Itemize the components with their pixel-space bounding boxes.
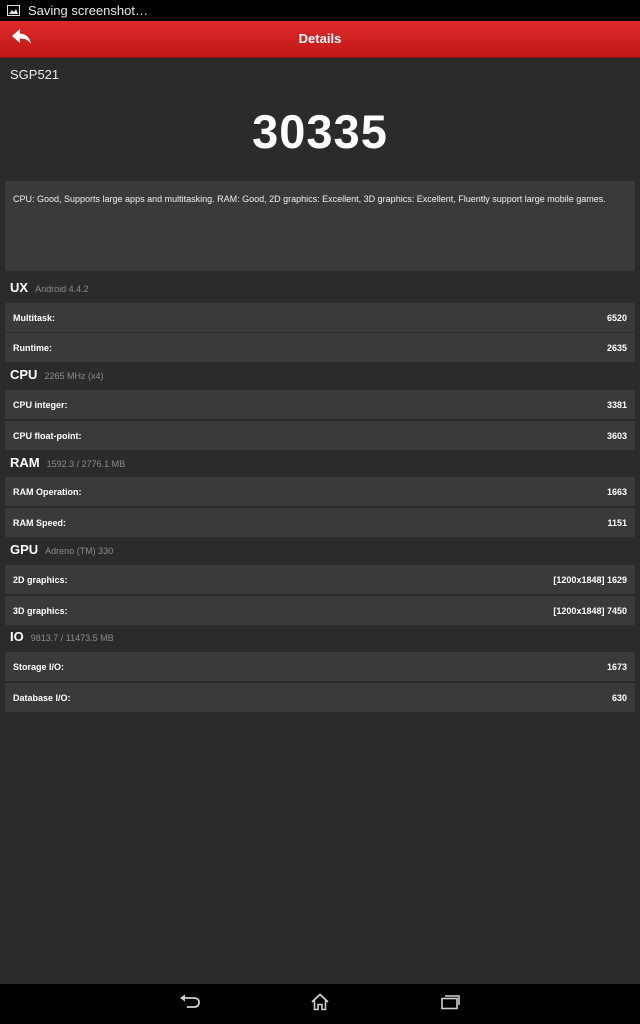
row-value: 3603 (606, 430, 627, 441)
row-label: Database I/O: (13, 692, 71, 703)
result-row-ram-operation[interactable] (5, 477, 635, 506)
section-header-ram (10, 455, 125, 475)
row-label: RAM Speed: (13, 517, 67, 528)
nav-back-icon (179, 994, 201, 1015)
row-label: Storage I/O: (13, 661, 65, 672)
section-title: CPU (10, 367, 38, 382)
home-icon (310, 993, 330, 1016)
row-label: CPU integer: (13, 399, 68, 410)
recent-apps-icon (440, 994, 460, 1015)
section-subtitle: 1592.3 / 2776.1 MB (46, 459, 126, 469)
result-row-2d-graphics[interactable] (5, 565, 635, 594)
summary-text: CPU: Good, Supports large apps and multitasking. RAM: Good, 2D graphics: Excellent, 3D graphics: Excellent, Fluently support large mobile games. (13, 194, 606, 204)
back-arrow-icon (11, 28, 33, 51)
row-value: 1663 (606, 486, 627, 497)
row-label: 3D graphics: (13, 605, 68, 616)
nav-recents-button[interactable] (436, 992, 464, 1016)
section-subtitle: 9813.7 / 11473.5 MB (30, 633, 114, 643)
section-title: IO (10, 629, 24, 644)
section-header-io (10, 629, 114, 649)
result-row-cpu-float-point[interactable] (5, 421, 635, 450)
device-name: SGP521 (10, 67, 60, 82)
result-row-database-io[interactable] (5, 683, 635, 712)
result-row-multitask[interactable] (5, 303, 635, 332)
section-subtitle: 2265 MHz (x4) (44, 371, 104, 381)
back-button[interactable] (6, 25, 38, 53)
section-header-ux (10, 280, 89, 300)
result-row-runtime[interactable] (5, 333, 635, 362)
page-title: Details (298, 31, 342, 46)
section-title: RAM (10, 455, 40, 470)
row-label: Runtime: (13, 342, 52, 353)
row-label: Multitask: (13, 312, 56, 323)
section-subtitle: Android 4.4.2 (35, 284, 89, 294)
total-score: 30335 (252, 105, 388, 158)
summary-box (5, 181, 635, 271)
row-label: RAM Operation: (13, 486, 82, 497)
row-value: [1200x1848] 7450 (553, 605, 627, 616)
nav-home-button[interactable] (306, 992, 334, 1016)
row-value: 1151 (607, 517, 627, 528)
result-row-cpu-integer[interactable] (5, 390, 635, 419)
row-value: 2635 (606, 342, 627, 353)
row-value: 1673 (606, 661, 627, 672)
row-label: 2D graphics: (13, 574, 68, 585)
status-bar (0, 0, 640, 21)
nav-back-button[interactable] (176, 992, 204, 1016)
row-value: 630 (611, 692, 627, 703)
row-value: 6520 (606, 312, 627, 323)
navigation-bar (0, 984, 640, 1024)
action-bar (0, 21, 640, 58)
status-text: Saving screenshot… (28, 3, 148, 18)
section-subtitle: Adreno (TM) 330 (45, 546, 114, 556)
section-header-gpu (10, 542, 113, 562)
image-icon (7, 5, 20, 16)
result-row-ram-speed[interactable] (5, 508, 635, 537)
section-header-cpu (10, 367, 103, 387)
result-row-storage-io[interactable] (5, 652, 635, 681)
result-row-3d-graphics[interactable] (5, 596, 635, 625)
row-label: CPU float-point: (13, 430, 82, 441)
section-title: UX (10, 280, 29, 295)
row-value: [1200x1848] 1629 (553, 574, 627, 585)
section-title: GPU (10, 542, 39, 557)
row-value: 3381 (606, 399, 627, 410)
